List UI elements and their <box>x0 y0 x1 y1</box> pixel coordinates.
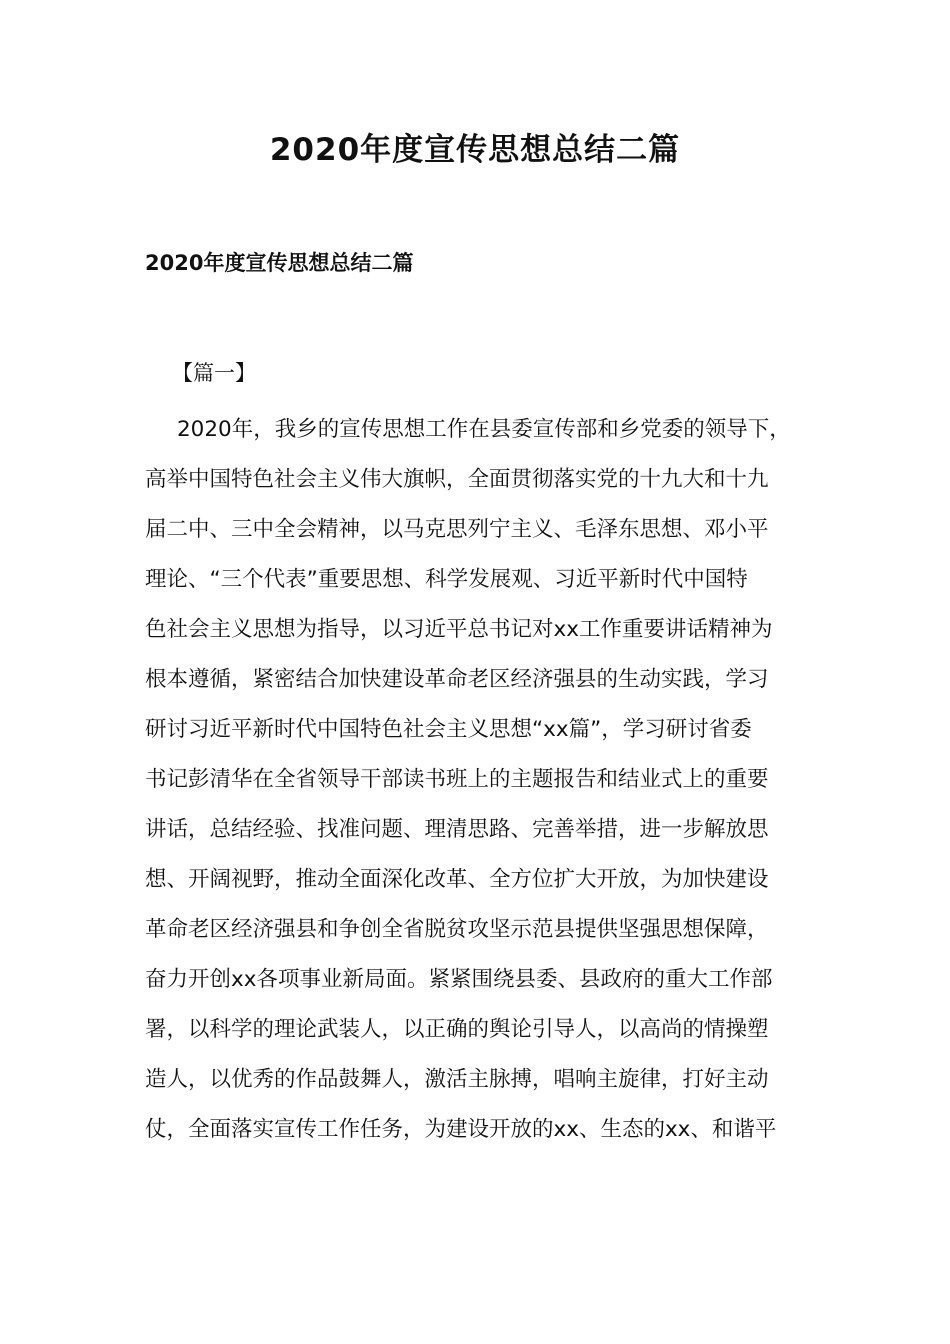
body-line: 2020年，我乡的宣传思想工作在县委宣传部和乡党委的领导下， <box>177 417 791 442</box>
body-line: 届二中、三中全会精神，以马克思列宁主义、毛泽东思想、邓小平 <box>145 517 769 542</box>
body-line: 想、开阔视野，推动全面深化改革、全方位扩大开放，为加快建设 <box>145 867 769 892</box>
body-text <box>145 413 825 1163</box>
body-line: 根本遵循，紧密结合加快建设革命老区经济强县的生动实践，学习 <box>145 667 769 692</box>
body-line: 仗，全面落实宣传工作任务，为建设开放的xx、生态的xx、和谐平 <box>145 1117 777 1142</box>
body-line: 署，以科学的理论武装人，以正确的舆论引导人，以高尚的情操塑 <box>145 1017 769 1042</box>
body-line: 研讨习近平新时代中国特色社会主义思想“xx篇”，学习研讨省委 <box>145 717 752 742</box>
document-title: 2020年度宣传思想总结二篇 <box>269 132 681 168</box>
body-line: 书记彭清华在全省领导干部读书班上的主题报告和结业式上的重要 <box>145 767 769 792</box>
body-line: 色社会主义思想为指导，以习近平总书记对xx工作重要讲话精神为 <box>145 617 773 642</box>
body-line: 理论、“三个代表”重要思想、科学发展观、习近平新时代中国特 <box>145 567 748 592</box>
body-line: 高举中国特色社会主义伟大旗帜，全面贯彻落实党的十九大和十九 <box>145 467 769 492</box>
body-line: 革命老区经济强县和争创全省脱贫攻坚示范县提供坚强思想保障， <box>145 917 769 942</box>
body-line: 奋力开创xx各项事业新局面。紧紧围绕县委、县政府的重大工作部 <box>145 967 773 992</box>
body-line: 讲话，总结经验、找准问题、理清思路、完善举措，进一步解放思 <box>145 817 769 842</box>
body-line: 造人，以优秀的作品鼓舞人，激活主脉搏，唱响主旋律，打好主动 <box>145 1067 769 1092</box>
document-subtitle: 2020年度宣传思想总结二篇 <box>145 251 414 275</box>
section-heading: 【篇一】 <box>172 361 256 385</box>
